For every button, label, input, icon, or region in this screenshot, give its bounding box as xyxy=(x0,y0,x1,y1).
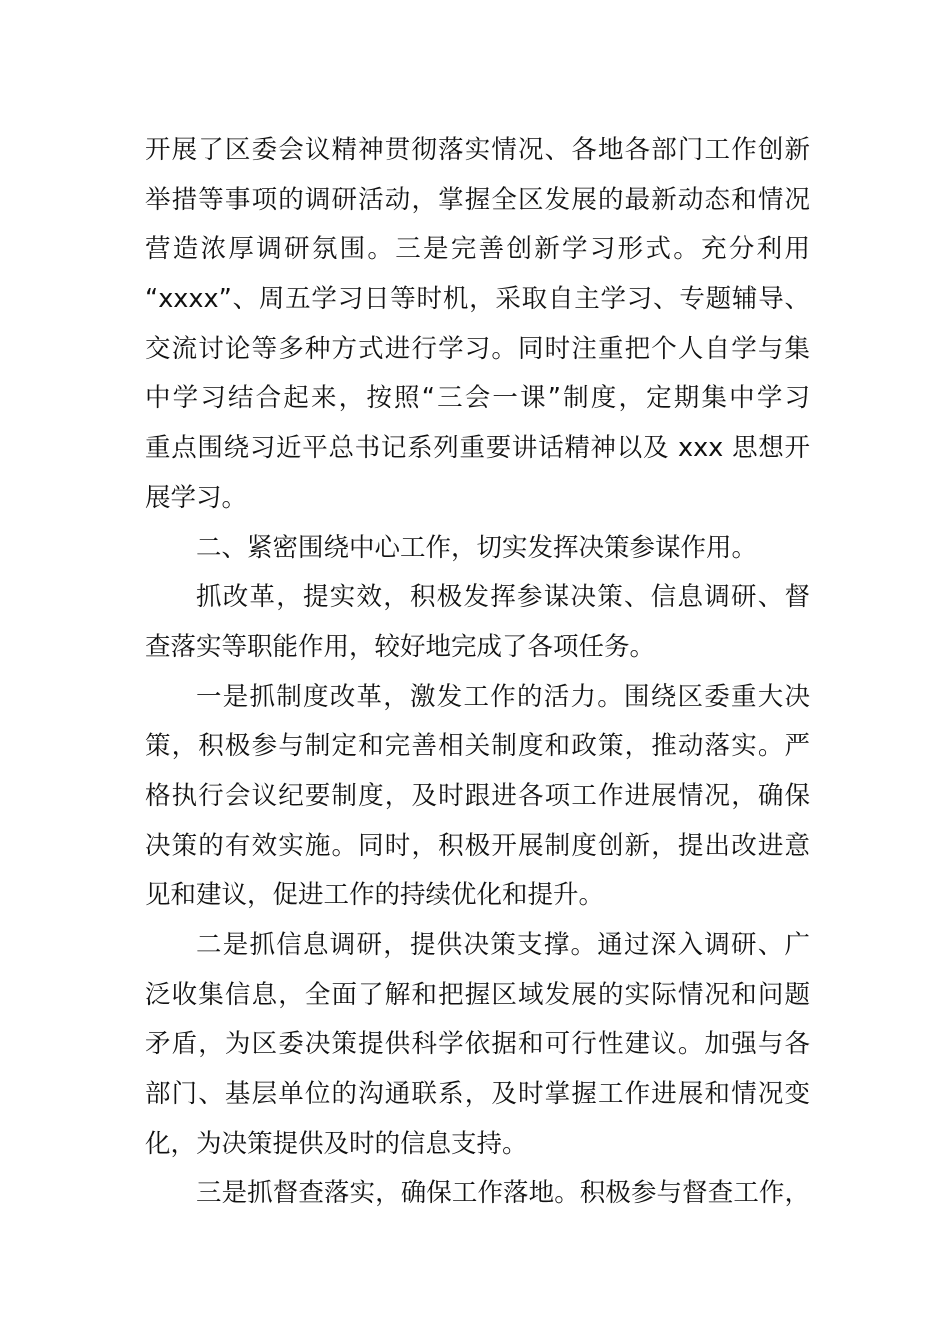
text-line: 一是抓制度改革，激发工作的活力。围绕区委重大决 xyxy=(196,681,810,712)
text-line: 查落实等职能作用，较好地完成了各项任务。 xyxy=(145,631,656,662)
text-line: 矛盾，为区委决策提供科学依据和可行性建议。加强与各 xyxy=(145,1029,810,1060)
text-line: 开展了区委会议精神贯彻落实情况、各地各部门工作创新 xyxy=(145,135,810,165)
text-line: 三是抓督查落实，确保工作落地。积极参与督查工作， xyxy=(196,1178,810,1209)
text-line: 部门、基层单位的沟通联系，及时掌握工作进展和情况变 xyxy=(145,1079,810,1110)
text-line: 营造浓厚调研氛围。三是完善创新学习形式。充分利用 xyxy=(145,234,810,265)
text-line: 中学习结合起来，按照“三会一课”制度，定期集中学习 xyxy=(145,383,810,414)
text-line: 二、紧密围绕中心工作，切实发挥决策参谋作用。 xyxy=(196,532,758,563)
text-line: 举措等事项的调研活动，掌握全区发展的最新动态和情况 xyxy=(145,184,810,215)
text-line: 策，积极参与制定和完善相关制度和政策，推动落实。严 xyxy=(145,731,810,762)
text-line: 见和建议，促进工作的持续优化和提升。 xyxy=(145,880,605,911)
body-text xyxy=(145,126,810,1219)
text-line: 二是抓信息调研，提供决策支撑。通过深入调研、广 xyxy=(196,930,810,960)
text-line: 决策的有效实施。同时，积极开展制度创新，提出改进意 xyxy=(145,830,810,861)
text-line: “xxxx”、周五学习日等时机，采取自主学习、专题辅导、 xyxy=(145,284,810,315)
text-line: 展学习。 xyxy=(145,482,248,513)
text-line: 抓改革，提实效，积极发挥参谋决策、信息调研、督 xyxy=(196,582,810,613)
text-line: 交流讨论等多种方式进行学习。同时注重把个人自学与集 xyxy=(145,333,810,364)
text-line: 化，为决策提供及时的信息支持。 xyxy=(145,1128,528,1159)
text-line: 格执行会议纪要制度，及时跟进各项工作进展情况，确保 xyxy=(145,780,810,811)
text-line: 泛收集信息，全面了解和把握区域发展的实际情况和问题 xyxy=(145,979,810,1010)
text-line: 重点围绕习近平总书记系列重要讲话精神以及 xxx 思想开 xyxy=(145,433,810,464)
